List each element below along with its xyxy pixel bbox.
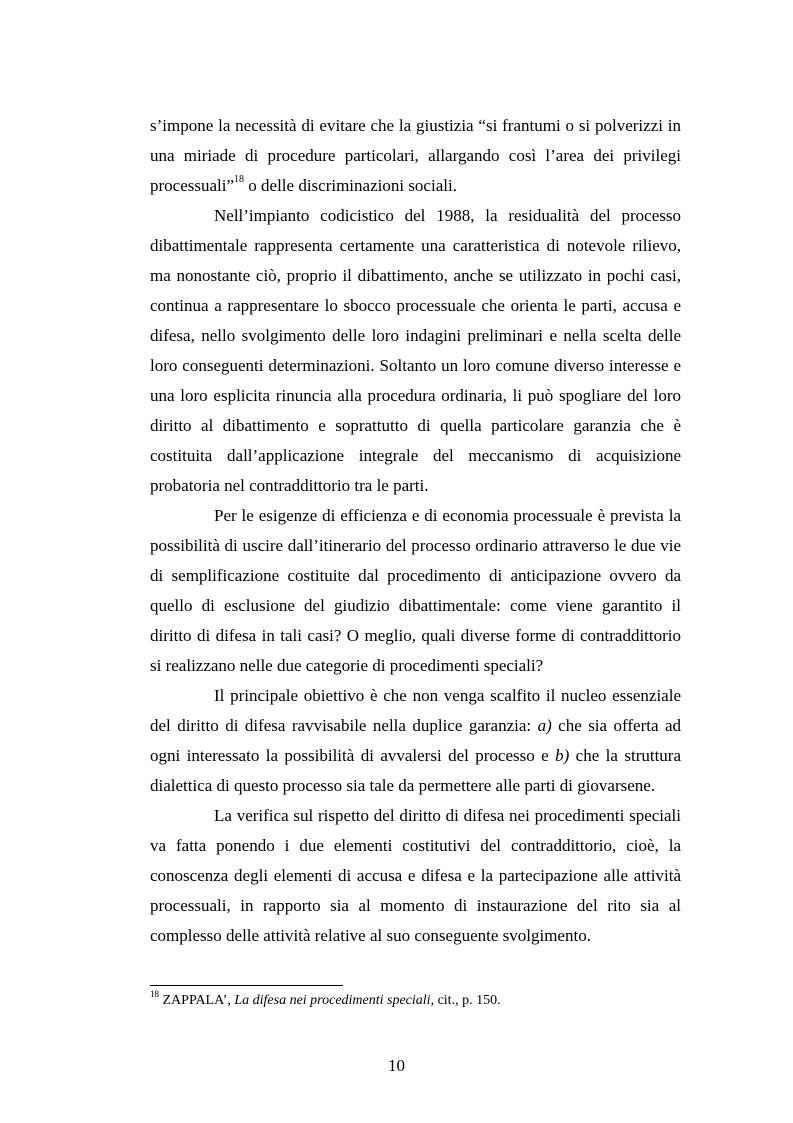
page-number: 10 bbox=[388, 1056, 405, 1075]
paragraph-1 bbox=[150, 111, 681, 201]
footnote-number: 18 bbox=[150, 989, 159, 1000]
list-marker-a: a) bbox=[537, 716, 552, 735]
body-text bbox=[150, 111, 681, 951]
paragraph-4 bbox=[150, 681, 681, 801]
footnote-separator bbox=[150, 985, 343, 986]
paragraph-1-text-a: s’impone la necessità di evitare che la giustizia “si frantumi o si polverizzi in una miriade di procedure particolari, allargando così l’area dei privilegi processuali” bbox=[150, 116, 681, 195]
paragraph-4-text-a: Il principale obiettivo è che non venga scalfito il nucleo essenziale del diritto di difesa ravvisabile nella duplice garanzia: bbox=[150, 686, 681, 735]
footnote-author: ZAPPALA’, bbox=[159, 993, 235, 1008]
paragraph-1-text-b: o delle discriminazioni sociali. bbox=[244, 176, 457, 195]
footnote-18 bbox=[150, 989, 681, 1010]
list-marker-b: b) bbox=[555, 746, 570, 765]
paragraph-5: La verifica sul rispetto del diritto di difesa nei procedimenti speciali va fatta ponendo i due elementi costitutivi del contraddittorio, cioè, la conoscenza degli elementi di accusa e difesa e la partecipazione alle attività processuali, in rapporto sia al momento di instaurazione del rito sia al complesso delle attività relative al suo conseguente svolgimento. bbox=[150, 806, 681, 945]
paragraph-4-text-c: che la struttura dialettica di questo processo sia tale da permettere alle parti di giovarsene. bbox=[150, 746, 682, 795]
paragraph-3: Per le esigenze di efficienza e di economia processuale è prevista la possibilità di uscire dall’itinerario del processo ordinario attraverso le due vie di semplificazione costituite dal procedimento di anticipazione ovvero da quello di esclusione del giudizio dibattimentale: come viene garantito il diritto di difesa in tali casi? O meglio, quali diverse forme di contraddittorio si realizzano nelle due categorie di procedimenti speciali? bbox=[150, 506, 681, 675]
paragraph-2: Nell’impianto codicistico del 1988, la residualità del processo dibattimentale rappresenta certamente una caratteristica di notevole rilievo, ma nonostante ciò, proprio il dibattimento, anche se utilizzato in pochi casi, continua a rappresentare lo sbocco processuale che orienta le parti, accusa e difesa, nello svolgimento delle loro indagini preliminari e nella scelta delle loro conseguenti determinazioni. Soltanto un loro comune diverso interesse e una loro esplicita rinuncia alla procedura ordinaria, li può spogliare del loro diritto al dibattimento e soprattutto di quella particolare garanzia che è costituita dall’applicazione integrale del meccanismo di acquisizione probatoria nel contraddittorio tra le parti. bbox=[150, 206, 681, 495]
footnote-reference-18[interactable]: 18 bbox=[234, 174, 245, 186]
footnote-title: La difesa nei procedimenti speciali bbox=[234, 993, 431, 1008]
footnote-citation: , cit., p. 150. bbox=[430, 993, 501, 1008]
paragraph-4-text-b: che sia offerta ad ogni interessato la possibilità di avvalersi del processo e bbox=[150, 716, 681, 765]
